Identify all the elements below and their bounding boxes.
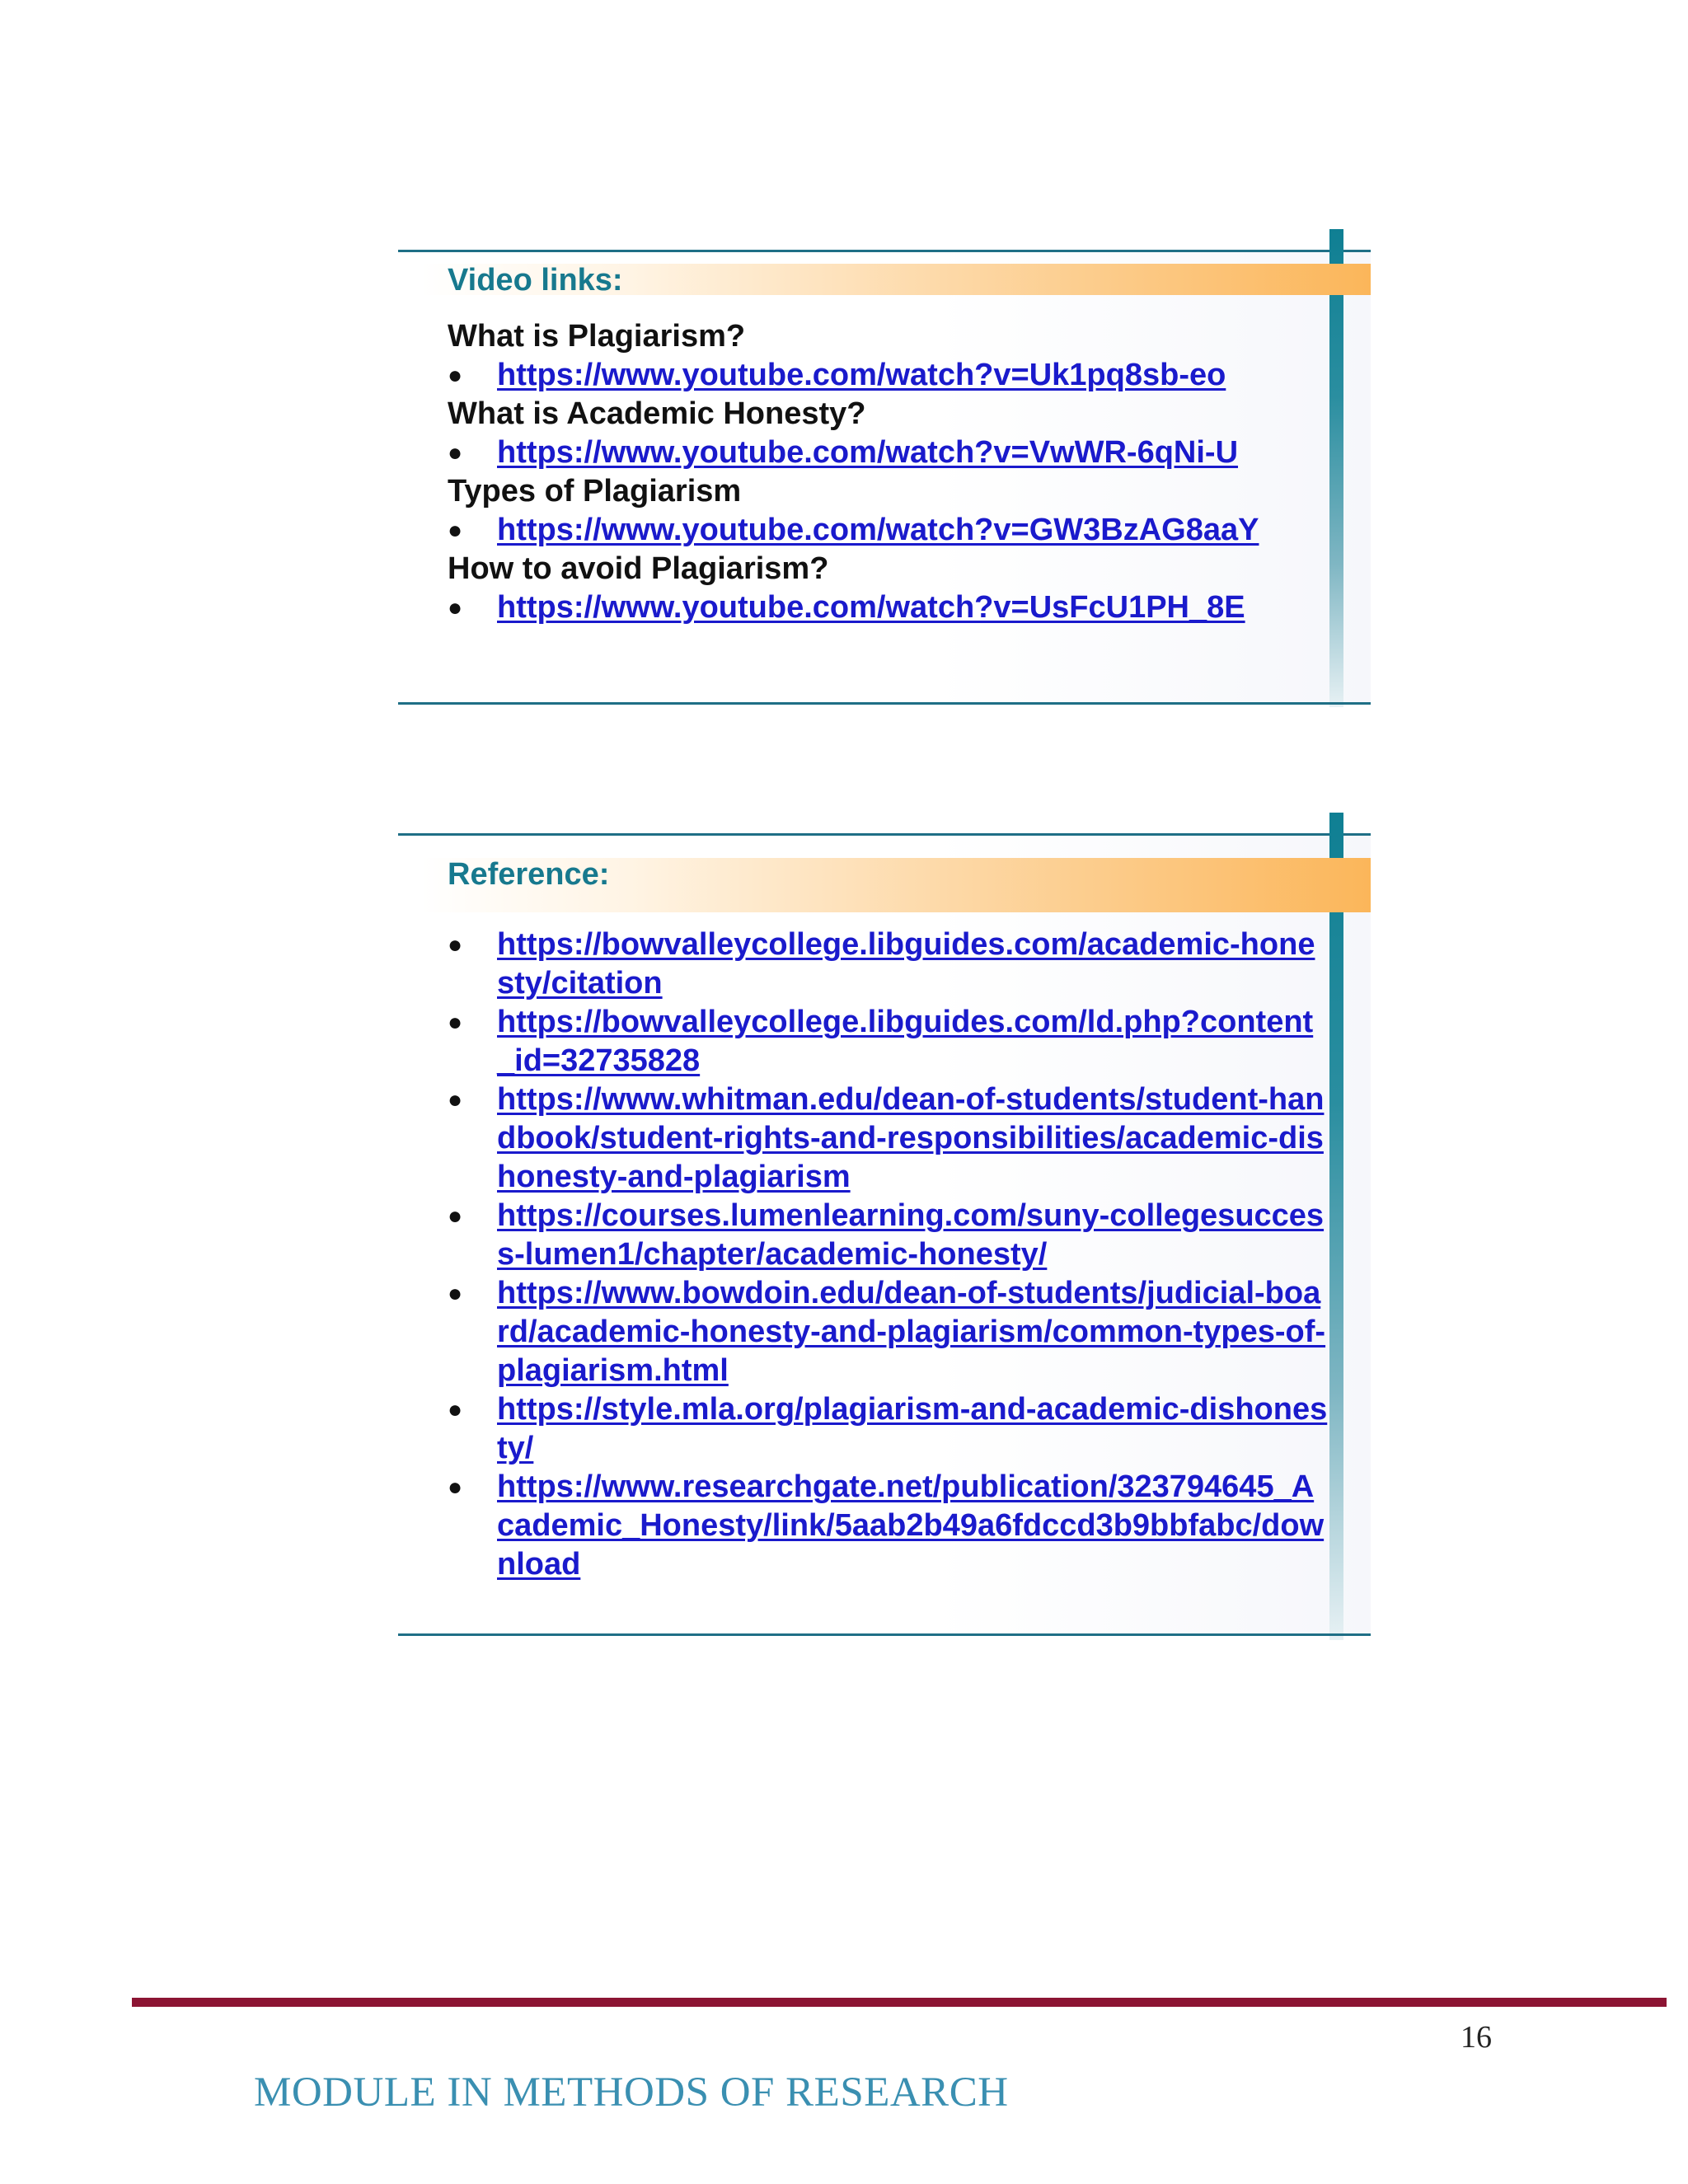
bullet-icon: ● [448, 1474, 463, 1501]
bullet-icon: ● [448, 1009, 463, 1036]
reference-link[interactable]: https://www.researchgate.net/publication/323794645_Academic_Honesty/link/5aab2b49a6fdccd3b9bbfabc/download [497, 1469, 1325, 1582]
video-heading: Types of Plagiarism [448, 474, 742, 509]
list-item [448, 1080, 1328, 1197]
bullet-icon: ● [448, 1280, 463, 1307]
bullet-icon: ● [448, 1086, 463, 1113]
video-heading: What is Plagiarism? [448, 319, 746, 354]
list-item [448, 588, 1321, 627]
video-heading: What is Academic Honesty? [448, 396, 866, 431]
bullet-icon: ● [448, 594, 463, 621]
bullet-icon: ● [448, 439, 463, 466]
bullet-icon: ● [448, 362, 463, 389]
bullet-icon: ● [448, 1202, 463, 1230]
bullet-icon: ● [448, 931, 463, 958]
list-item [448, 511, 1321, 550]
slide-top-rule [398, 250, 1371, 252]
slide-bottom-rule [398, 1633, 1371, 1636]
slide-accent-bar [1329, 229, 1343, 707]
video-links-list [448, 317, 1321, 627]
module-title: MODULE IN METHODS OF RESEARCH [254, 2069, 1009, 2116]
list-item [448, 1468, 1328, 1584]
reference-slide [398, 833, 1371, 1636]
slide-accent-bar [1329, 813, 1343, 1640]
reference-title: Reference: [448, 857, 610, 892]
reference-list [448, 926, 1328, 1584]
list-item [448, 926, 1328, 1003]
list-item [448, 1274, 1328, 1390]
page-number: 16 [1461, 2020, 1492, 2055]
bullet-icon: ● [448, 517, 463, 544]
video-link[interactable]: https://www.youtube.com/watch?v=GW3BzAG8aaY [497, 513, 1259, 547]
list-item [448, 1197, 1328, 1274]
reference-link[interactable]: https://bowvalleycollege.libguides.com/academic-honesty/citation [497, 927, 1315, 1001]
reference-link[interactable]: https://courses.lumenlearning.com/suny-collegesuccess-lumen1/chapter/academic-honesty/ [497, 1198, 1325, 1272]
video-link[interactable]: https://www.youtube.com/watch?v=UsFcU1PH_8E [497, 590, 1245, 625]
slide-top-rule [398, 833, 1371, 836]
reference-link[interactable]: https://www.bowdoin.edu/dean-of-students/judicial-board/academic-honesty-and-plagiarism/common-types-of-plagiarism.html [497, 1276, 1326, 1388]
list-item [448, 356, 1321, 395]
video-heading: How to avoid Plagiarism? [448, 551, 829, 586]
list-item [448, 434, 1321, 472]
video-link[interactable]: https://www.youtube.com/watch?v=VwWR-6qNi-U [497, 435, 1239, 470]
video-links-slide [398, 250, 1371, 705]
video-links-title: Video links: [448, 263, 623, 298]
bullet-icon: ● [448, 1396, 463, 1423]
reference-link[interactable]: https://bowvalleycollege.libguides.com/ld.php?content_id=32735828 [497, 1005, 1314, 1078]
reference-link[interactable]: https://www.whitman.edu/dean-of-students/student-handbook/student-rights-and-responsibilities/academic-dishonesty-and-plagiarism [497, 1082, 1325, 1194]
list-item [448, 1003, 1328, 1080]
reference-link[interactable]: https://style.mla.org/plagiarism-and-academic-dishonesty/ [497, 1392, 1328, 1465]
slide-bottom-rule [398, 702, 1371, 705]
list-item [448, 1390, 1328, 1468]
video-link[interactable]: https://www.youtube.com/watch?v=Uk1pq8sb-eo [497, 358, 1226, 392]
footer-divider [132, 1998, 1667, 2007]
